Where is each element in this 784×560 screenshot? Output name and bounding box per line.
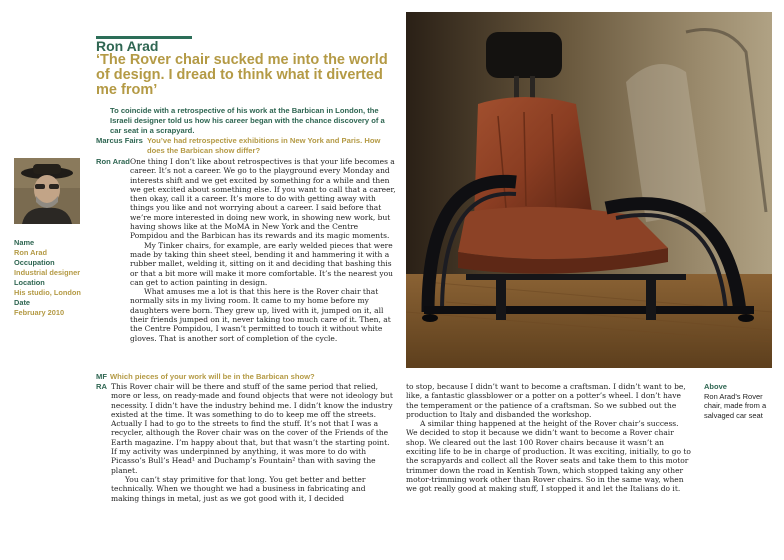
q1-speaker: Marcus Fairs	[96, 136, 143, 145]
profile-label-occupation: Occupation	[14, 258, 55, 267]
portrait-photo	[14, 158, 80, 224]
profile-label-name: Name	[14, 238, 35, 247]
answer-2	[111, 382, 396, 503]
profile-label-location: Location	[14, 278, 45, 287]
answer-2-paragraph: You can’t stay primitive for that long. You get better and better technically. When we thought we had a business in fabricating and making things in metal, just as we got good with it, I decided	[111, 474, 366, 503]
column-2-paragraph: to stop, because I didn’t want to become a craftsman. I didn’t want to be, like, a fantastic glassblower or a potter on a potter’s wheel. I don’t have the temperament or the patience of a craftsman. So we subbed out the production to Italy and disbanded the workshop.	[406, 382, 686, 419]
column-2-paragraph: A similar thing happened at the height of the Rover chair’s success. We decided to stop it because we didn’t want to become a Rover chair shop. We cleared out the last 100 Rover chairs because it wasn’t an exciting life to be in charge of production. It was exciting, initially, to go to the scrapyards and collect all the Rover seats and take them to this motor trimmer down the road in Kentish Town, which stopped taking any other motor-trimming work other than Rover chairs. So in the same way, when we got really good at making stuff, I stopped it and let the Italians do it.	[406, 419, 691, 494]
question-1: You’ve had retrospective exhibitions in New York and Paris. How does the Barbican show differ?	[147, 136, 381, 155]
a1-speaker: Ron Arad	[96, 157, 130, 166]
question-2: Which pieces of your work will be in the Barbican show?	[110, 372, 315, 381]
caption-label: Above	[704, 382, 727, 391]
rover-chair-illustration	[406, 12, 772, 368]
answer-2-paragraph: This Rover chair will be there and stuff of the same period that relied, more or less, on ready-made and found objects that were not ideology but necessity. I didn’t have the industry behind me. I didn’t know the industry existed at the time. It was something to do to keep me off the streets. Actually I had to go to the streets to find the stuff. It’s not that I was a recycler, although the Rover chair was on the cover of the Friends of the Earth magazine. I’m happy about that, but that wasn’t the starting point. If my activity was underpinned by anything, it was more to do with Picasso’s Bull’s Head¹ and Duchamp’s Fountain² than with saving the planet.	[111, 382, 393, 475]
caption-text: Ron Arad’s Rover chair, made from a salvaged car seat	[704, 391, 767, 420]
answer-1	[130, 157, 396, 343]
text-column-2	[406, 382, 692, 494]
profile-sidebar	[14, 238, 92, 318]
answer-1-paragraph: What amuses me a lot is that this here is the Rover chair that normally sits in my living room. It came to my home before my daughters were born. They grew up, lived with it, jumped on it, all their friends jumped on it, never taking too much care of it. Then, at the Centre Pompidou, I wasn’t permitted to touch it without white gloves. That is another sort of completion of the cycle.	[130, 287, 391, 343]
profile-value-location: His studio, London	[14, 288, 81, 297]
profile-value-occupation: Industrial designer	[14, 268, 81, 277]
portrait-illustration	[14, 158, 80, 224]
answer-1-paragraph: My Tinker chairs, for example, are early welded pieces that were made by taking thin sheet steel, bending it and hammering it with a rubber mallet, welding it, sitting on it and deciding that bashing this or that a bit more will make it more comfortable. It’s the nearest you can get to action painting in design.	[130, 240, 393, 287]
rover-chair-photo	[406, 12, 772, 368]
a2-speaker: RA	[96, 382, 107, 391]
intro-standfirst: To coincide with a retrospective of his work at the Barbican in London, the Israeli designer told us how his career began with the chance discovery of a car seat in a scrapyard.	[110, 106, 385, 135]
photo-caption	[704, 382, 780, 420]
profile-label-date: Date	[14, 298, 31, 307]
headline: ‘The Rover chair sucked me into the world of design. I dread to think what it diverted me from’	[96, 52, 388, 98]
profile-value-name: Ron Arad	[14, 248, 47, 257]
interviewee-name: Ron Arad	[96, 38, 159, 54]
profile-value-date: February 2010	[14, 308, 65, 317]
q2-speaker: MF	[96, 372, 107, 381]
answer-1-paragraph: One thing I don’t like about retrospectives is that your life becomes a career. It’s not a career. We go to the playground every Monday and interests shift and we get excited by something for a while and then we get excited about something else. If you want to call that a career, then okay, call it a career. It’s more to do with getting away with things you like and not worrying about a career. I said before that we’re more interested in doing new work, in showing new work, but having shows like at the MoMA in New York and the Centre Pompidou and the Barbican has its rewards and its magic moments.	[130, 157, 396, 241]
